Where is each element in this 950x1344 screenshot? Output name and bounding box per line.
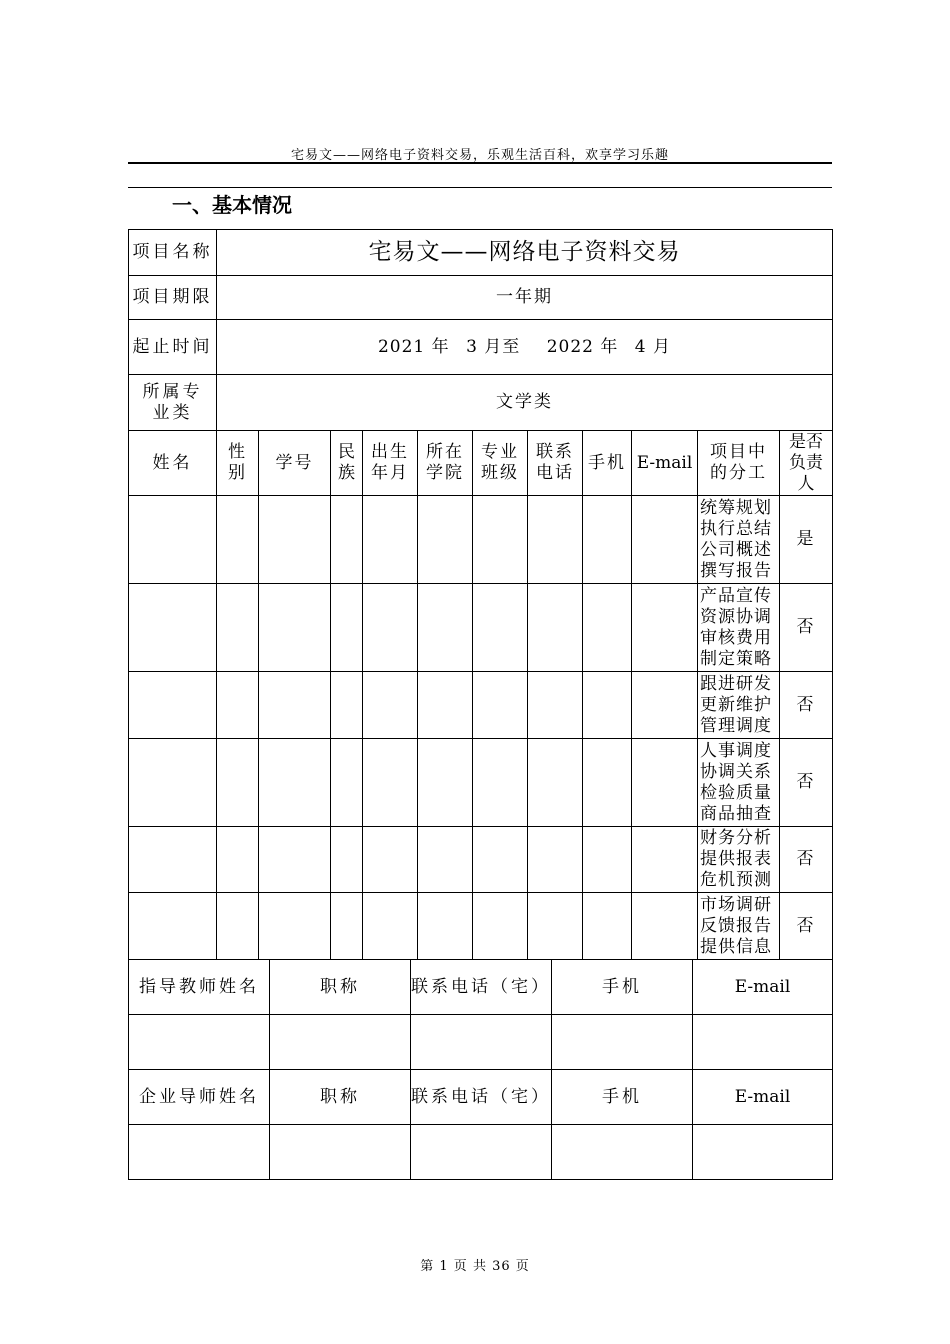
member-role (698, 893, 780, 960)
end-year: 2022 (546, 336, 594, 357)
footer-page-unit: 页 (453, 1259, 468, 1274)
member-leader: 否 (780, 584, 833, 672)
teacher-header-row (129, 960, 833, 1015)
dates-label: 起止时间 (129, 320, 217, 375)
member-cell (583, 672, 632, 739)
member-cell (528, 893, 583, 960)
header-rule (128, 162, 832, 164)
member-cell (217, 584, 259, 672)
member-cell (259, 739, 331, 827)
member-cell (583, 496, 632, 584)
member-cell (331, 739, 363, 827)
enterprise-title-label: 职称 (270, 1070, 411, 1125)
role-line: 商品抽查 (700, 803, 772, 824)
role-line: 人事调度 (700, 740, 772, 761)
header-ethnicity: 民族 (331, 431, 363, 496)
advisor-cell (693, 1125, 833, 1180)
start-month: 3 (466, 336, 478, 357)
member-cell (583, 739, 632, 827)
member-cell (363, 672, 418, 739)
member-cell (418, 584, 473, 672)
enterprise-mobile-label: 手机 (552, 1070, 693, 1125)
enterprise-name-label: 企业导师姓名 (129, 1070, 270, 1125)
member-cell (528, 827, 583, 893)
member-cell (473, 827, 528, 893)
footer-total-pages: 36 (492, 1259, 511, 1274)
member-cell (632, 893, 698, 960)
advisors-table (128, 959, 833, 1180)
advisor-cell (552, 1125, 693, 1180)
member-cell (418, 827, 473, 893)
footer-page-label: 第 (420, 1259, 435, 1274)
member-cell (632, 739, 698, 827)
member-cell (259, 672, 331, 739)
member-cell (632, 672, 698, 739)
role-line: 财务分析 (700, 828, 772, 848)
enterprise-email-label: E-mail (693, 1070, 833, 1125)
header-class: 专业班级 (473, 431, 528, 496)
role-line: 反馈报告 (700, 915, 772, 936)
project-name-label: 项目名称 (129, 230, 217, 276)
members-header-row (129, 431, 833, 496)
role-line: 制定策略 (700, 648, 772, 669)
member-cell (473, 672, 528, 739)
page-footer (0, 1255, 950, 1274)
teacher-home-phone-label: 联系电话（宅） (411, 960, 552, 1015)
member-cell (418, 672, 473, 739)
advisor-cell (270, 1015, 411, 1070)
advisor-cell (129, 1015, 270, 1070)
period-value: 一年期 (217, 276, 833, 320)
member-cell (473, 739, 528, 827)
year-char-2: 年 (600, 336, 619, 357)
member-cell (331, 672, 363, 739)
role-line: 更新维护 (700, 694, 772, 715)
basic-info-table (128, 229, 833, 960)
header-mobile: 手机 (583, 431, 632, 496)
page-header: 宅易文——网络电子资料交易，乐观生活百科，欢享学习乐趣 (290, 148, 669, 163)
role-line: 危机预测 (700, 870, 772, 890)
member-cell (632, 584, 698, 672)
role-line: 跟进研发 (700, 673, 772, 694)
member-cell (331, 584, 363, 672)
dates-value (217, 320, 833, 375)
teacher-name-label: 指导教师姓名 (129, 960, 270, 1015)
member-cell (363, 496, 418, 584)
role-line: 产品宣传 (700, 585, 772, 606)
header-phone: 联系电话 (528, 431, 583, 496)
member-cell (363, 739, 418, 827)
enterprise-home-phone-label: 联系电话（宅） (411, 1070, 552, 1125)
member-row (129, 827, 833, 893)
member-row (129, 584, 833, 672)
start-year: 2021 (377, 336, 426, 357)
member-cell (129, 827, 217, 893)
month-to: 月至 (484, 336, 521, 357)
advisor-cell (411, 1125, 552, 1180)
member-cell (217, 827, 259, 893)
member-cell (331, 496, 363, 584)
member-row (129, 893, 833, 960)
member-cell (217, 739, 259, 827)
major-value: 文学类 (217, 375, 833, 431)
member-cell (632, 827, 698, 893)
role-line: 提供信息 (700, 936, 772, 957)
member-cell (363, 893, 418, 960)
header-leader: 是否负责人 (780, 431, 833, 496)
member-row (129, 496, 833, 584)
member-cell (129, 672, 217, 739)
footer-total-unit: 页 (515, 1259, 530, 1274)
member-cell (129, 496, 217, 584)
member-cell (418, 739, 473, 827)
member-cell (331, 827, 363, 893)
advisor-cell (411, 1015, 552, 1070)
member-cell (129, 893, 217, 960)
member-role (698, 584, 780, 672)
member-cell (331, 893, 363, 960)
member-cell (583, 893, 632, 960)
member-row (129, 672, 833, 739)
advisor-cell (552, 1015, 693, 1070)
member-leader: 否 (780, 739, 833, 827)
footer-total-label: 共 (472, 1259, 487, 1274)
member-cell (259, 584, 331, 672)
member-cell (473, 584, 528, 672)
member-cell (632, 496, 698, 584)
header-college: 所在学院 (418, 431, 473, 496)
footer-page-number: 1 (439, 1259, 449, 1274)
member-cell (583, 827, 632, 893)
role-line: 审核费用 (700, 627, 772, 648)
member-cell (473, 893, 528, 960)
role-line: 统筹规划 (700, 497, 772, 518)
section-rule (128, 187, 832, 188)
role-line: 管理调度 (700, 715, 772, 736)
role-line: 市场调研 (700, 894, 772, 915)
member-cell (259, 893, 331, 960)
member-cell (217, 496, 259, 584)
role-line: 撰写报告 (700, 560, 772, 581)
member-cell (528, 672, 583, 739)
month-char: 月 (653, 336, 672, 357)
advisor-cell (693, 1015, 833, 1070)
role-line: 提供报表 (700, 849, 772, 869)
member-role (698, 827, 780, 893)
period-label: 项目期限 (129, 276, 217, 320)
enterprise-header-row (129, 1070, 833, 1125)
member-cell (528, 739, 583, 827)
header-student-id: 学号 (259, 431, 331, 496)
end-month: 4 (634, 336, 647, 357)
member-cell (129, 584, 217, 672)
member-cell (217, 672, 259, 739)
year-char-1: 年 (431, 336, 450, 357)
member-leader: 是 (780, 496, 833, 584)
role-line: 检验质量 (700, 782, 772, 803)
member-cell (217, 893, 259, 960)
member-cell (528, 584, 583, 672)
member-cell (418, 893, 473, 960)
member-role (698, 496, 780, 584)
member-cell (418, 496, 473, 584)
header-email: E-mail (632, 431, 698, 496)
member-leader: 否 (780, 672, 833, 739)
role-line: 协调关系 (700, 761, 772, 782)
member-cell (363, 827, 418, 893)
advisor-cell (129, 1125, 270, 1180)
teacher-email-label: E-mail (693, 960, 833, 1015)
member-cell (528, 496, 583, 584)
header-gender: 性别 (217, 431, 259, 496)
project-name-value: 宅易文——网络电子资料交易 (217, 230, 833, 276)
header-birth: 出生年月 (363, 431, 418, 496)
role-line: 公司概述 (700, 539, 772, 560)
member-row (129, 739, 833, 827)
member-cell (129, 739, 217, 827)
member-leader: 否 (780, 893, 833, 960)
member-role (698, 739, 780, 827)
header-role: 项目中的分工 (698, 431, 780, 496)
major-label: 所属专业类 (129, 375, 217, 431)
member-leader: 否 (780, 827, 833, 893)
member-cell (259, 827, 331, 893)
teacher-title-label: 职称 (270, 960, 411, 1015)
member-cell (473, 496, 528, 584)
header-name: 姓名 (129, 431, 217, 496)
member-cell (583, 584, 632, 672)
role-line: 执行总结 (700, 518, 772, 539)
advisor-cell (270, 1125, 411, 1180)
member-cell (259, 496, 331, 584)
role-line: 资源协调 (700, 606, 772, 627)
enterprise-data-row (129, 1125, 833, 1180)
teacher-data-row (129, 1015, 833, 1070)
section-title: 一、基本情况 (172, 193, 292, 217)
teacher-mobile-label: 手机 (552, 960, 693, 1015)
member-cell (363, 584, 418, 672)
member-role (698, 672, 780, 739)
